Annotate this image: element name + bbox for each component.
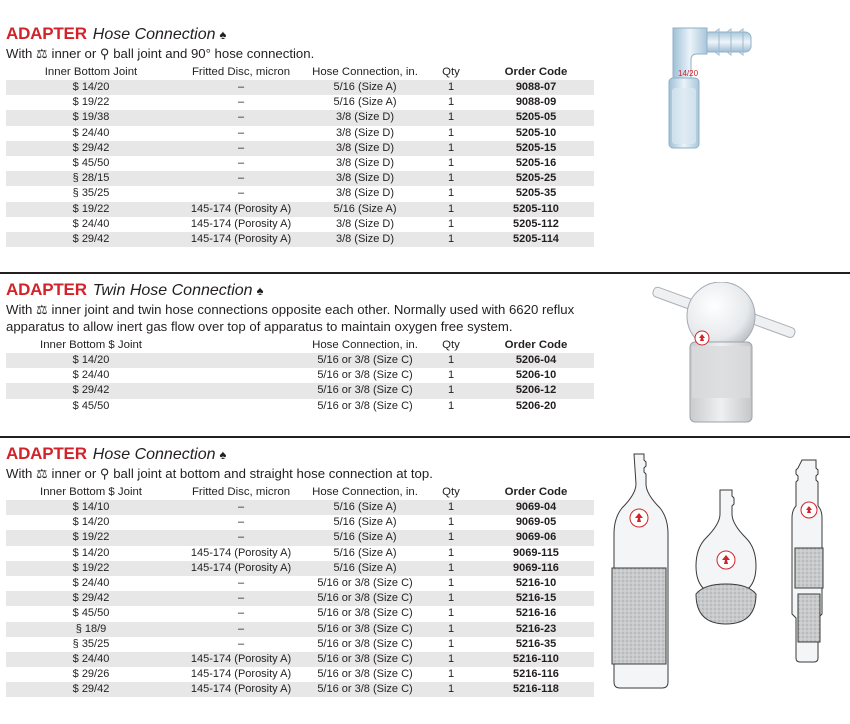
table-row (6, 667, 594, 682)
table-row (6, 383, 594, 398)
header-frit: Fritted Disc, micron (191, 66, 291, 78)
qty-cell: 1 (424, 110, 478, 125)
hose-cell: 5/16 or 3/8 (Size C) (317, 637, 413, 650)
qty-cell: 1 (424, 591, 478, 606)
qty-cell: 1 (424, 141, 478, 156)
qty-cell: 1 (447, 668, 455, 681)
order-code-cell: 5205-110 (478, 202, 594, 217)
section-title (6, 24, 594, 44)
table-row (6, 515, 594, 530)
hose-cell: 5/16 (Size A) (306, 500, 424, 515)
section-description: With ⚖ inner or ⚲ ball joint and 90° hose connection. (6, 46, 315, 61)
qty-cell: 1 (424, 80, 478, 95)
order-code-cell: 5206-04 (478, 353, 594, 368)
table-row (6, 591, 594, 606)
elbow-adapter-image (655, 22, 755, 157)
section-title (6, 444, 594, 464)
title-adapter: ADAPTER (6, 24, 87, 43)
order-code-cell: 5216-23 (478, 622, 594, 637)
table-row (6, 606, 594, 621)
joint-cell: $ 24/40 (6, 652, 176, 667)
table-row (6, 202, 594, 217)
header-hose: Hose Connection, in. (312, 486, 418, 498)
joint-cell: $ 29/42 (6, 383, 176, 398)
title-product: Hose Connection (92, 26, 216, 43)
hose-cell: 5/16 (Size A) (333, 546, 397, 559)
qty-cell: 1 (424, 682, 478, 697)
frit-cell: 145-174 (Porosity A) (176, 561, 306, 576)
section-hose-connection-90 (6, 24, 594, 247)
section-twin-hose (6, 280, 594, 414)
joint-size-label: 14/20 (678, 69, 699, 78)
spade-icon: ♠ (219, 447, 227, 462)
joint-cell: $ 45/50 (72, 399, 110, 412)
qty-cell: 1 (447, 157, 455, 170)
hose-cell: 5/16 or 3/8 (Size C) (306, 652, 424, 667)
section-description: With ⚖ inner or ⚲ ball joint at bottom and straight hose connection at top. (6, 466, 433, 481)
order-code-cell: 5216-116 (513, 668, 559, 681)
table-row (6, 500, 594, 515)
table-row (6, 186, 594, 201)
joint-cell: $ 24/40 (72, 126, 110, 139)
qty-cell: 1 (447, 516, 455, 529)
joint-cell: $ 19/22 (6, 202, 176, 217)
table-row (6, 637, 594, 652)
table-row (6, 110, 594, 125)
qty-cell: 1 (424, 383, 478, 398)
frit-cell: – (237, 607, 245, 620)
table-row (6, 546, 594, 561)
twin-hose-adapter-image (648, 282, 800, 427)
frit-cell (176, 399, 306, 414)
spade-icon: ♠ (256, 283, 264, 298)
frit-cell: 145-174 (Porosity A) (190, 668, 292, 681)
hose-cell: 5/16 or 3/8 (Size C) (317, 577, 413, 590)
header-qty: Qty (442, 339, 460, 351)
qty-cell: 1 (424, 171, 478, 186)
joint-cell: $ 29/42 (6, 232, 176, 247)
table-row (6, 126, 594, 141)
table-row (6, 652, 594, 667)
section-divider (0, 436, 850, 438)
hose-cell: 5/16 or 3/8 (Size C) (306, 591, 424, 606)
header-code: Order Code (504, 486, 568, 498)
header-joint: Inner Bottom $ Joint (40, 486, 142, 498)
hose-cell: 3/8 (Size D) (335, 126, 395, 139)
table-row (6, 353, 594, 368)
joint-cell: $ 29/42 (6, 682, 176, 697)
order-code-cell: 5205-16 (515, 157, 557, 170)
order-code-cell: 5206-10 (515, 369, 557, 382)
frit-cell: – (237, 516, 245, 529)
order-code-cell: 9069-116 (478, 561, 594, 576)
order-code-cell: 5216-35 (515, 637, 557, 650)
frit-cell (176, 383, 306, 398)
product-table (6, 338, 594, 414)
frit-cell: 145-174 (Porosity A) (190, 546, 292, 559)
qty-cell: 1 (447, 546, 455, 559)
order-code-cell: 5205-15 (478, 141, 594, 156)
qty-cell: 1 (447, 607, 455, 620)
hose-cell: 5/16 or 3/8 (Size C) (306, 383, 424, 398)
joint-cell: $ 14/20 (6, 353, 176, 368)
product-table (6, 485, 594, 697)
frit-cell: – (176, 622, 306, 637)
hose-cell: 5/16 or 3/8 (Size C) (317, 369, 413, 382)
qty-cell: 1 (447, 217, 455, 230)
order-code-cell: 5216-110 (478, 652, 594, 667)
qty-cell: 1 (424, 622, 478, 637)
qty-cell: 1 (447, 96, 455, 109)
header-qty: Qty (442, 486, 460, 498)
hose-cell: 5/16 or 3/8 (Size C) (317, 668, 413, 681)
joint-cell: $ 24/40 (72, 577, 110, 590)
frit-cell: – (237, 126, 245, 139)
hose-cell: 5/16 (Size A) (306, 80, 424, 95)
frit-cell: – (176, 80, 306, 95)
order-code-cell: 9088-07 (478, 80, 594, 95)
hose-cell: 5/16 or 3/8 (Size C) (306, 353, 424, 368)
section-divider (0, 272, 850, 274)
table-row (6, 368, 594, 383)
qty-cell: 1 (447, 577, 455, 590)
header-frit: Fritted Disc, micron (191, 486, 291, 498)
qty-cell: 1 (447, 187, 455, 200)
table-row (6, 156, 594, 171)
table-row (6, 232, 594, 247)
title-product: Twin Hose Connection (92, 282, 253, 299)
qty-cell: 1 (424, 530, 478, 545)
title-adapter: ADAPTER (6, 280, 87, 299)
joint-cell: $ 14/20 (6, 80, 176, 95)
qty-cell: 1 (447, 369, 455, 382)
joint-cell: $ 14/20 (72, 546, 110, 559)
frit-cell: – (237, 96, 245, 109)
straight-hose-adapter-images (606, 448, 850, 716)
joint-cell: $ 24/40 (72, 217, 110, 230)
joint-cell: $ 19/22 (6, 561, 176, 576)
frit-cell (176, 368, 306, 383)
order-code-cell: 9069-06 (478, 530, 594, 545)
qty-cell: 1 (447, 126, 455, 139)
hose-cell: 3/8 (Size D) (306, 141, 424, 156)
frit-cell: – (237, 637, 245, 650)
frit-cell: – (176, 110, 306, 125)
joint-cell: § 35/25 (72, 187, 110, 200)
header-joint: Inner Bottom Joint (44, 66, 138, 78)
hose-cell: 5/16 (Size A) (333, 96, 397, 109)
frit-cell: – (176, 500, 306, 515)
order-code-cell: 5205-114 (478, 232, 594, 247)
frit-cell: – (237, 577, 245, 590)
joint-cell: $ 19/38 (6, 110, 176, 125)
order-code-cell: 5216-15 (478, 591, 594, 606)
hose-cell: 5/16 (Size A) (306, 561, 424, 576)
joint-cell: $ 45/50 (72, 607, 110, 620)
joint-cell: $ 24/40 (72, 369, 110, 382)
frit-cell: – (237, 187, 245, 200)
section-description: With ⚖ inner joint and twin hose connections opposite each other. Normally used with 6620 reflux apparatus to allow inert gas flow over top of apparatus to maintain oxygen free system. (6, 302, 575, 334)
frit-cell (176, 353, 306, 368)
order-code-cell: 9069-05 (515, 516, 557, 529)
order-code-cell: 5216-10 (515, 577, 557, 590)
table-row (6, 95, 594, 110)
header-hose: Hose Connection, in. (312, 339, 418, 351)
table-row (6, 217, 594, 232)
product-table (6, 65, 594, 247)
table-row (6, 399, 594, 414)
joint-cell: $ 14/10 (6, 500, 176, 515)
qty-cell: 1 (447, 637, 455, 650)
table-row (6, 141, 594, 156)
joint-cell: $ 14/20 (72, 516, 110, 529)
order-code-cell: 9088-09 (515, 96, 557, 109)
table-row (6, 530, 594, 545)
hose-cell: 3/8 (Size D) (306, 232, 424, 247)
qty-cell: 1 (447, 399, 455, 412)
order-code-cell: 5206-12 (478, 383, 594, 398)
frit-cell: – (176, 141, 306, 156)
hose-cell: 5/16 or 3/8 (Size C) (317, 607, 413, 620)
hose-cell: 3/8 (Size D) (335, 157, 395, 170)
joint-cell: $ 29/42 (6, 141, 176, 156)
hose-cell: 3/8 (Size D) (306, 171, 424, 186)
table-row (6, 80, 594, 95)
order-code-cell: 5205-10 (515, 126, 557, 139)
title-adapter: ADAPTER (6, 444, 87, 463)
hose-cell: 5/16 or 3/8 (Size C) (317, 399, 413, 412)
spade-icon: ♠ (219, 27, 227, 42)
section-hose-connection-straight (6, 444, 594, 697)
frit-cell: – (237, 157, 245, 170)
hose-cell: 3/8 (Size D) (335, 217, 395, 230)
qty-cell: 1 (424, 202, 478, 217)
order-code-cell: 9069-04 (478, 500, 594, 515)
order-code-cell: 9069-115 (513, 546, 559, 559)
hose-cell: 5/16 (Size A) (333, 516, 397, 529)
hose-cell: 5/16 (Size A) (306, 202, 424, 217)
table-row (6, 171, 594, 186)
qty-cell: 1 (424, 561, 478, 576)
joint-cell: $ 29/42 (6, 591, 176, 606)
order-code-cell: 5206-20 (515, 399, 557, 412)
header-frit (176, 338, 306, 353)
qty-cell: 1 (424, 232, 478, 247)
qty-cell: 1 (424, 353, 478, 368)
hose-cell: 5/16 (Size A) (306, 530, 424, 545)
joint-cell: § 28/15 (6, 171, 176, 186)
joint-cell: § 35/25 (72, 637, 110, 650)
order-code-cell: 5216-16 (515, 607, 557, 620)
qty-cell: 1 (424, 652, 478, 667)
joint-cell: $ 29/26 (72, 668, 110, 681)
frit-cell: – (176, 530, 306, 545)
order-code-cell: 5205-35 (515, 187, 557, 200)
title-product: Hose Connection (92, 446, 216, 463)
table-row (6, 622, 594, 637)
hose-cell: 3/8 (Size D) (306, 110, 424, 125)
frit-cell: 145-174 (Porosity A) (176, 652, 306, 667)
order-code-cell: 5205-05 (478, 110, 594, 125)
frit-cell: – (176, 591, 306, 606)
table-row (6, 682, 594, 697)
header-joint: Inner Bottom $ Joint (40, 339, 142, 351)
order-code-cell: 5216-118 (478, 682, 594, 697)
frit-cell: 145-174 (Porosity A) (176, 682, 306, 697)
hose-cell: 5/16 or 3/8 (Size C) (306, 682, 424, 697)
hose-cell: 3/8 (Size D) (335, 187, 395, 200)
order-code-cell: 5205-25 (478, 171, 594, 186)
frit-cell: – (176, 171, 306, 186)
section-title (6, 280, 594, 300)
header-code: Order Code (504, 66, 568, 78)
hose-cell: 5/16 or 3/8 (Size C) (306, 622, 424, 637)
frit-cell: 145-174 (Porosity A) (190, 217, 292, 230)
order-code-cell: 5205-112 (513, 217, 559, 230)
joint-cell: $ 19/22 (72, 96, 110, 109)
joint-cell: $ 45/50 (72, 157, 110, 170)
header-qty: Qty (442, 66, 460, 78)
joint-cell: § 18/9 (6, 622, 176, 637)
qty-cell: 1 (424, 500, 478, 515)
header-hose: Hose Connection, in. (312, 66, 418, 78)
table-row (6, 561, 594, 576)
table-row (6, 576, 594, 591)
frit-cell: 145-174 (Porosity A) (176, 202, 306, 217)
joint-cell: $ 19/22 (6, 530, 176, 545)
frit-cell: 145-174 (Porosity A) (176, 232, 306, 247)
header-code: Order Code (504, 339, 568, 351)
